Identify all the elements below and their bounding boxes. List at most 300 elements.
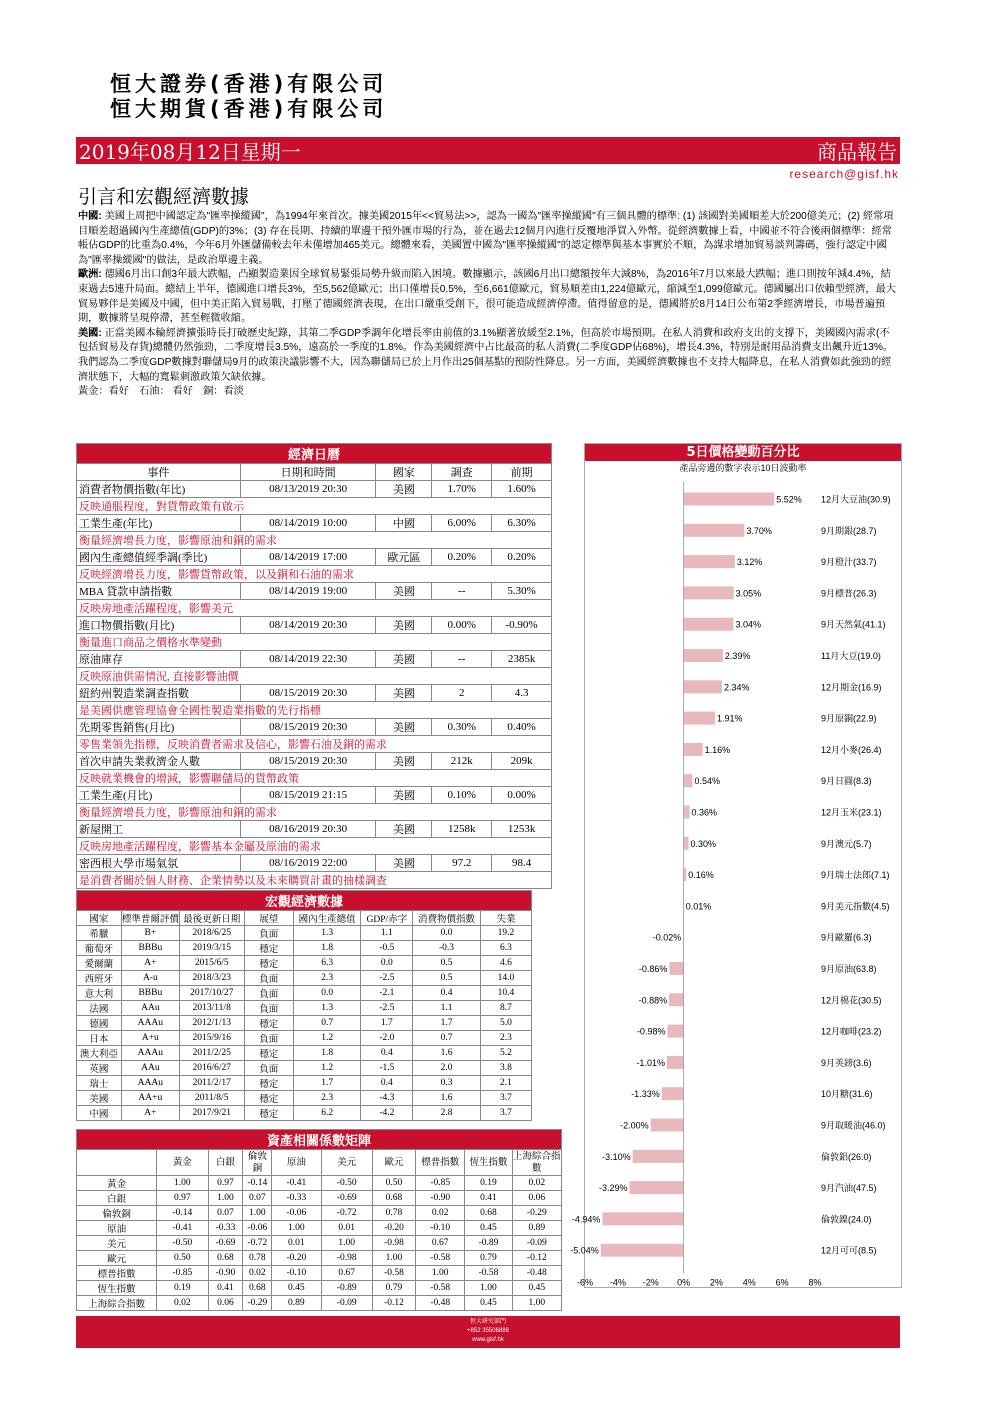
macro-header-cell: 最後更新日期 [179,911,244,926]
corr-row [77,1236,562,1251]
chart-x-tick: -6% [576,1277,594,1288]
macro-header-cell: 失業 [480,911,531,926]
calendar-note-row [77,702,552,719]
macro-cell: 6.3 [480,941,531,956]
corr-cell: 0.07 [243,1191,272,1206]
bar-chart-svg [570,475,901,1288]
chart-category-label: 12月小麥(26.4) [821,744,882,755]
calendar-cell: 08/16/2019 22:00 [240,855,376,872]
calendar-note: 反映房地產活躍程度，影響基本金屬及原油的需求 [77,838,552,855]
corr-header-cell [77,1150,157,1176]
macro-cell: -2.0 [361,1031,413,1046]
corr-cell: 0.67 [416,1236,465,1251]
macro-cell: 0.4 [361,1046,413,1061]
macro-cell: AAAu [121,1016,179,1031]
macro-cell: 葡萄牙 [77,941,122,956]
calendar-cell: 美國 [376,617,432,634]
macro-header-cell: 國內生產總值 [293,911,361,926]
macro-title: 宏觀經濟數據 [77,891,532,911]
macro-cell: -2.1 [361,986,413,1001]
corr-cell: -0.90 [416,1191,465,1206]
calendar-cell: 08/14/2019 20:30 [240,617,376,634]
macro-cell: 2013/11/8 [179,1001,244,1016]
chart-bar [684,806,690,819]
corr-cell: 1.00 [512,1296,561,1311]
corr-cell: 0.67 [321,1266,372,1281]
calendar-cell: 美國 [376,651,432,668]
corr-cell: 原油 [77,1221,157,1236]
chart-data-label: 3.05% [735,588,762,599]
corr-cell: -0.33 [272,1191,321,1206]
chart-data-label: 0.36% [691,807,718,818]
calendar-cell: 97.2 [432,855,492,872]
calendar-cell: 0.30% [432,719,492,736]
corr-cell: 黃金 [77,1176,157,1191]
macro-cell: 14.0 [480,971,531,986]
macro-cell: 0.7 [413,1031,481,1046]
calendar-cell: 美國 [376,855,432,872]
calendar-note-row [77,770,552,787]
calendar-note: 反映原油供需情況, 直接影響油價 [77,668,552,685]
macro-cell: A+ [121,956,179,971]
corr-cell: 0.97 [208,1176,243,1191]
macro-cell: 瑞士 [77,1076,122,1091]
corr-cell: -0.10 [416,1221,465,1236]
corr-cell: -0.72 [243,1236,272,1251]
macro-header-cell: 展望 [244,911,293,926]
footer-dept: 恒大研究部門 [469,1319,506,1325]
macro-cell: 負面 [244,971,293,986]
corr-cell: -0.90 [208,1266,243,1281]
macro-cell: A+u [121,1031,179,1046]
calendar-note-row [77,804,552,821]
macro-cell: AAu [121,1001,179,1016]
macro-cell: 0.5 [413,956,481,971]
calendar-note-row [77,634,552,651]
macro-cell: A+ [121,1106,179,1121]
chart-data-label: 0.01% [685,901,712,912]
corr-cell: 0.01 [321,1221,372,1236]
corr-cell: 0.45 [465,1221,512,1236]
macro-cell: 2017/10/27 [179,986,244,1001]
corr-cell: 0.68 [465,1206,512,1221]
calendar-cell: 美國 [376,481,432,498]
calendar-cell: 紐約州製造業調查指數 [77,685,241,702]
corr-cell: 標普指數 [77,1266,157,1281]
calendar-cell: 08/16/2019 20:30 [240,821,376,838]
corr-cell: 0.79 [465,1251,512,1266]
macro-cell: 2.8 [413,1106,481,1121]
calendar-header-cell: 國家 [376,464,432,481]
corr-cell: -0.09 [321,1296,372,1311]
corr-cell: 0.41 [208,1281,243,1296]
macro-cell: 2.1 [480,1076,531,1091]
corr-cell: -0.85 [157,1266,208,1281]
calendar-note-row [77,498,552,515]
calendar-cell: 2385k [492,651,552,668]
macro-cell: 1.3 [293,1001,361,1016]
macro-cell: AAAu [121,1046,179,1061]
calendar-cell: 1258k [432,821,492,838]
chart-data-label: -0.88% [638,995,668,1006]
corr-cell: -0.20 [272,1251,321,1266]
macro-cell: 0.0 [293,986,361,1001]
chart-category-label: 9月期銀(28.7) [821,525,877,536]
chart-category-label: 9月取暖油(46.0) [821,1120,886,1131]
calendar-cell: 1253k [492,821,552,838]
corr-cell: -0.89 [321,1281,372,1296]
macro-cell: BBBu [121,986,179,1001]
calendar-note: 衡量經濟增長力度，影響原油和銅的需求 [77,532,552,549]
us-text: 正當美國本輪經濟擴張時長打破歷史紀錄，其第二季GDP季調年化增長率由前值的3.1%顯著放緩至2.1%，但高於市場預期。在私人消費和政府支出的支撐下，美國國內需求(不包括貿易及存貨)總體仍然強勁，二季度增長3.5%，遠高於一季度的1.8%。作為美國經濟中占比最高的私人消費(二季度GDP佔68%)，增長4.3%，特別是耐用品消費支出飆升近13%。我們認為二季度GDP數據對聯儲局9月的政策決議影響不大，因為聯儲局已於上月作出25個基點的預防性降息。另一方面，美國經濟數據也不支持大幅降息，在私人消費如此強勁的經濟狀態下，大幅的寬鬆刺激政策欠缺依據。 [78,327,894,383]
macro-cell: 2012/1/13 [179,1016,244,1031]
calendar-cell: 08/14/2019 10:00 [240,515,376,532]
macro-row [77,1001,532,1016]
macro-cell: 2015/6/5 [179,956,244,971]
chart-data-label: -3.29% [598,1183,628,1194]
macro-header-cell: 國家 [77,911,122,926]
corr-row [77,1191,562,1206]
calendar-cell: 工業生產(年比) [77,515,241,532]
macro-cell: 2017/9/21 [179,1106,244,1121]
calendar-note: 是消費者關於個人財務、企業情勢以及未來購買計畫的抽樣調查 [77,872,552,889]
macro-cell: 2011/2/17 [179,1076,244,1091]
chart-category-label: 9月英鎊(3.6) [821,1057,872,1068]
corr-cell: -0.98 [321,1251,372,1266]
chart-bar [667,1025,683,1038]
calendar-cell: 歐元區 [376,549,432,566]
macro-cell: 5.0 [480,1016,531,1031]
macro-cell: 2011/8/5 [179,1091,244,1106]
chart-bar [684,680,722,693]
macro-cell: 2019/3/15 [179,941,244,956]
macro-cell: 1.7 [361,1016,413,1031]
macro-cell: 1.8 [293,1046,361,1061]
macro-cell: B+ [121,926,179,941]
calendar-cell: 美國 [376,753,432,770]
corr-cell: -0.50 [157,1236,208,1251]
corr-cell: 1.00 [272,1221,321,1236]
corr-header-cell: 標普指數 [416,1150,465,1176]
chart-data-label: -2.00% [620,1120,649,1131]
chart-x-tick: 8% [808,1277,822,1288]
calendar-cell: 先期零售銷售(月比) [77,719,241,736]
chart-category-label: 12月期金(16.9) [821,682,882,693]
macro-cell: 10.4 [480,986,531,1001]
macro-cell: 3.7 [480,1091,531,1106]
footer-website[interactable]: www.gisf.hk [472,1337,504,1343]
macro-cell: -2.5 [361,971,413,986]
macro-row [77,1031,532,1046]
macro-header-cell: 標準普爾評價 [121,911,179,926]
macro-cell: 負面 [244,1031,293,1046]
macro-cell: 1.3 [293,926,361,941]
corr-cell: -0.58 [416,1251,465,1266]
corr-cell: 0.68 [372,1191,415,1206]
corr-cell: 1.00 [208,1191,243,1206]
calendar-cell: 08/14/2019 22:30 [240,651,376,668]
chart-data-label: 2.34% [724,682,750,693]
chart-category-label: 11月大豆(19.0) [821,651,881,661]
macro-cell: 穩定 [244,1076,293,1091]
calendar-cell: 中國 [376,515,432,532]
corr-cell: -0.48 [512,1266,561,1281]
chart-category-label: 12月咖啡(23.2) [821,1026,882,1037]
contact-email[interactable]: research@gisf.hk [789,167,899,181]
chart-data-label: -0.98% [636,1026,666,1037]
macro-cell: 0.0 [413,926,481,941]
corr-cell: 白銀 [77,1191,157,1206]
chart-category-label: 12月玉米(23.1) [821,807,882,818]
macro-cell: 德國 [77,1016,122,1031]
macro-cell: -0.3 [413,941,481,956]
corr-cell: -0.06 [272,1206,321,1221]
chart-data-label: 3.04% [735,619,762,630]
corr-row [77,1251,562,1266]
corr-cell: -0.58 [372,1266,415,1281]
macro-cell: 2016/6/27 [179,1061,244,1076]
corr-cell: 0.07 [208,1206,243,1221]
chart-x-tick: -4% [609,1277,626,1288]
calendar-note: 反映經濟增長力度，影響貨幣政策，以及銅和石油的需求 [77,566,552,583]
corr-cell: -0.58 [465,1266,512,1281]
macro-cell: -2.5 [361,1001,413,1016]
calendar-note-row [77,532,552,549]
corr-cell: -0.06 [243,1221,272,1236]
calendar-cell: -- [432,583,492,600]
macro-cell: 0.5 [413,971,481,986]
calendar-cell: 4.3 [492,685,552,702]
calendar-cell: -0.90% [492,617,552,634]
corr-header-cell: 美元 [321,1150,372,1176]
chart-data-label: 3.70% [746,525,772,536]
macro-cell: A-u [121,971,179,986]
chart-data-label: -5.04% [570,1245,599,1256]
chart-data-label: -0.86% [638,964,668,974]
calendar-cell: 消費者物價指數(年比) [77,481,241,498]
calendar-cell: 0.00% [432,617,492,634]
corr-cell: 0.01 [272,1236,321,1251]
calendar-note-row [77,872,552,889]
report-date: 2019年08月12日星期一 [79,140,301,164]
calendar-note: 衡量經濟增長力度，影響原油和銅的需求 [77,804,552,821]
chart-bar [667,1056,684,1069]
calendar-note: 衡量進口商品之價格水準變動 [77,634,552,651]
corr-cell: -0.41 [272,1176,321,1191]
macro-cell: 5.2 [480,1046,531,1061]
calendar-cell: 進口物價指數(月比) [77,617,241,634]
correlation-matrix-table [76,1129,562,1311]
calendar-cell: 新屋開工 [77,821,241,838]
macro-cell: -4.2 [361,1106,413,1121]
macro-cell: 1.8 [293,941,361,956]
chart-data-label: 1.91% [716,713,743,724]
company-name-futures: 恒大期貨(香港)有限公司 [110,97,388,121]
calendar-cell: 209k [492,753,552,770]
macro-cell: 負面 [244,986,293,1001]
corr-cell: 0.19 [157,1281,208,1296]
macro-cell: 2015/9/16 [179,1031,244,1046]
footer-phone: +852 35506888 [467,1328,509,1334]
macro-cell: 8.7 [480,1001,531,1016]
macro-cell: 6.2 [293,1106,361,1121]
macro-row [77,941,532,956]
macro-cell: 2.0 [413,1061,481,1076]
corr-cell: 0.02 [416,1206,465,1221]
macro-cell: 1.1 [361,926,413,941]
macro-cell: 美國 [77,1091,122,1106]
calendar-cell: 08/15/2019 21:15 [240,787,376,804]
macro-cell: 0.4 [413,986,481,1001]
chart-category-label: 10月糖(31.6) [821,1089,873,1100]
chart-category-label: 9月瑞士法郎(7.1) [821,870,890,881]
chart-category-label: 12月大豆油(30.9) [821,494,891,505]
calendar-header-cell: 調查 [432,464,492,481]
macro-cell: 法國 [77,1001,122,1016]
calendar-row [77,583,552,600]
chart-bar [684,586,734,599]
macro-cell: 19.2 [480,926,531,941]
calendar-note: 零售業領先指標，反映消費者需求及信心，影響石油及銅的需求 [77,736,552,753]
macro-cell: 1.1 [413,1001,481,1016]
chart-category-label: 9月天然氣(41.1) [821,619,886,630]
corr-cell: -0.20 [372,1221,415,1236]
macro-cell: 6.3 [293,956,361,971]
chart-data-label: -4.94% [571,1214,601,1225]
header-bar [76,137,900,164]
price-change-chart [570,443,902,1288]
calendar-row [77,549,552,566]
macro-cell: 0.3 [413,1076,481,1091]
chart-data-label: -1.01% [636,1057,665,1068]
us-label: 美國: [78,327,102,339]
macro-cell: 中國 [77,1106,122,1121]
calendar-note: 是美國供應管理協會全國性製造業指數的先行指標 [77,702,552,719]
corr-row [77,1206,562,1221]
macro-cell: 2.3 [480,1031,531,1046]
calendar-note-row [77,838,552,855]
corr-cell: 歐元 [77,1251,157,1266]
chart-bar [684,618,734,631]
macro-cell: 英國 [77,1061,122,1076]
calendar-cell: 08/14/2019 17:00 [240,549,376,566]
chart-category-label: 倫敦鋁(26.0) [821,1151,872,1162]
calendar-cell: 首次申請失業救濟金人數 [77,753,241,770]
chart-data-label: 0.54% [694,776,720,787]
calendar-cell: 國內生產總值經季調(季比) [77,549,241,566]
chart-bar [662,1087,684,1100]
calendar-cell: 原油庫存 [77,651,241,668]
macro-cell: 日本 [77,1031,122,1046]
macro-header-cell: GDP/赤字 [361,911,413,926]
corr-cell: 0.78 [372,1206,415,1221]
macro-cell: 2018/6/25 [179,926,244,941]
corr-cell: 1.00 [321,1236,372,1251]
corr-cell: -0.85 [416,1176,465,1191]
macro-cell: BBBu [121,941,179,956]
chart-x-tick: 6% [775,1277,789,1288]
corr-header-cell: 恆生指數 [465,1150,512,1176]
calendar-cell: 1.70% [432,481,492,498]
chart-category-label: 9月原油(63.8) [821,964,877,974]
calendar-cell: MBA 貸款申請指數 [77,583,241,600]
calendar-note-row [77,600,552,617]
macro-cell: 0.4 [361,1076,413,1091]
chart-bar [684,774,693,787]
calendar-cell: 08/15/2019 20:30 [240,753,376,770]
chart-category-label: 9月歐羅(6.3) [821,932,872,943]
chart-data-label: -3.10% [602,1151,631,1162]
chart-data-label: -1.33% [631,1089,660,1100]
macro-cell: 穩定 [244,941,293,956]
macro-cell: AA+u [121,1091,179,1106]
chart-data-label: 1.16% [704,744,731,755]
chart-bar [684,524,745,537]
chart-category-label: 9月日圓(8.3) [821,776,872,787]
chart-bar [684,555,735,568]
macro-cell: 1.7 [293,1076,361,1091]
macro-cell: 負面 [244,926,293,941]
chart-bar [601,1244,684,1257]
macro-row [77,1076,532,1091]
macro-cell: 1.2 [293,1031,361,1046]
macro-header-cell: 消費物價指數 [413,911,481,926]
macro-cell: 2018/3/23 [179,971,244,986]
chart-category-label: 12月棉花(30.5) [821,995,882,1006]
calendar-row [77,719,552,736]
calendar-cell: 工業生產(月比) [77,787,241,804]
chart-bar [684,837,689,850]
chart-x-tick: -2% [642,1277,659,1288]
macro-cell: 穩定 [244,1016,293,1031]
chart-bar [684,743,703,756]
corr-cell: 0.45 [272,1281,321,1296]
macro-cell: 穩定 [244,1091,293,1106]
corr-cell: 0.68 [208,1251,243,1266]
macro-cell: 1.6 [413,1091,481,1106]
macro-cell: 意大利 [77,986,122,1001]
macro-cell: 穩定 [244,1046,293,1061]
section-title: 引言和宏觀經濟數據 [78,186,250,208]
macro-row [77,926,532,941]
corr-cell: 0.97 [157,1191,208,1206]
calendar-cell: 5.30% [492,583,552,600]
corr-cell: 1.00 [465,1281,512,1296]
chart-category-label: 12月可可(8.5) [821,1245,877,1256]
corr-cell: 上海綜合指數 [77,1296,157,1311]
corr-cell: 恆生指數 [77,1281,157,1296]
chart-x-tick: 2% [709,1277,723,1288]
corr-cell: -0.14 [243,1176,272,1191]
macro-row [77,1016,532,1031]
corr-row [77,1221,562,1236]
macro-row [77,986,532,1001]
corr-cell: 0.19 [465,1176,512,1191]
calendar-cell: 212k [432,753,492,770]
calendar-row [77,481,552,498]
macro-cell: 0.7 [293,1016,361,1031]
macro-cell: -1.5 [361,1061,413,1076]
calendar-row [77,855,552,872]
chart-category-label: 9月汽油(47.5) [821,1183,877,1194]
calendar-note: 反映就業機會的增減，影響聯儲局的貨幣政策 [77,770,552,787]
us-paragraph [78,327,898,385]
corr-cell: -0.69 [208,1236,243,1251]
calendar-cell: 美國 [376,787,432,804]
corr-cell: -0.12 [372,1296,415,1311]
corr-cell: 0.45 [465,1296,512,1311]
macro-cell: 1.6 [413,1046,481,1061]
